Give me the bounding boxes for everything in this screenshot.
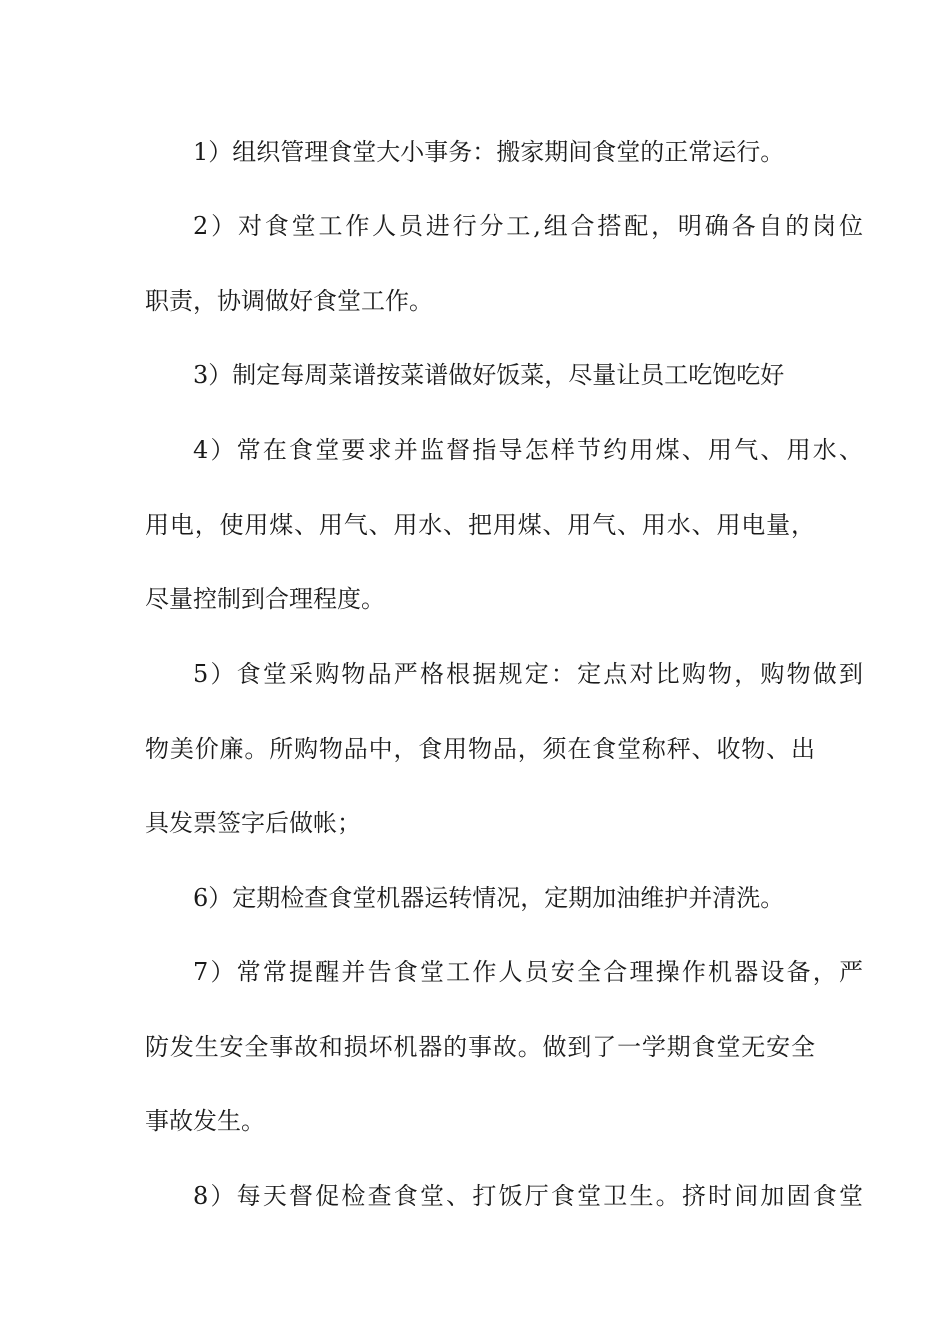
paragraph-2-line-1: 2）对食堂工作人员进行分工,组合搭配，明确各自的岗位 xyxy=(193,212,863,240)
paragraph-4-line-1: 4）常在食堂要求并监督指导怎样节约用煤、用气、用水、 xyxy=(193,436,863,464)
paragraph-5-line-3: 具发票签字后做帐； xyxy=(145,809,361,837)
paragraph-6-line-1: 6）定期检查食堂机器运转情况，定期加油维护并清洗。 xyxy=(193,884,785,912)
paragraph-2-line-2: 职责，协调做好食堂工作。 xyxy=(145,287,433,315)
paragraph-4-line-3: 尽量控制到合理程度。 xyxy=(145,585,385,613)
paragraph-7-line-3: 事故发生。 xyxy=(145,1107,265,1135)
paragraph-7-line-2: 防发生安全事故和损坏机器的事故。做到了一学期食堂无安全 xyxy=(145,1033,815,1061)
paragraph-7-line-1: 7）常常提醒并告食堂工作人员安全合理操作机器设备，严 xyxy=(193,958,863,986)
paragraph-1-line-1: 1）组织管理食堂大小事务：搬家期间食堂的正常运行。 xyxy=(193,138,785,166)
paragraph-3-line-1: 3）制定每周菜谱按菜谱做好饭菜，尽量让员工吃饱吃好 xyxy=(193,361,785,389)
paragraph-5-line-1: 5）食堂采购物品严格根据规定：定点对比购物，购物做到 xyxy=(193,660,863,688)
paragraph-5-line-2: 物美价廉。所购物品中，食用物品，须在食堂称秤、收物、出 xyxy=(145,735,815,763)
paragraph-4-line-2: 用电，使用煤、用气、用水、把用煤、用气、用水、用电量， xyxy=(145,511,815,539)
paragraph-8-line-1: 8）每天督促检查食堂、打饭厅食堂卫生。挤时间加固食堂 xyxy=(193,1182,863,1210)
